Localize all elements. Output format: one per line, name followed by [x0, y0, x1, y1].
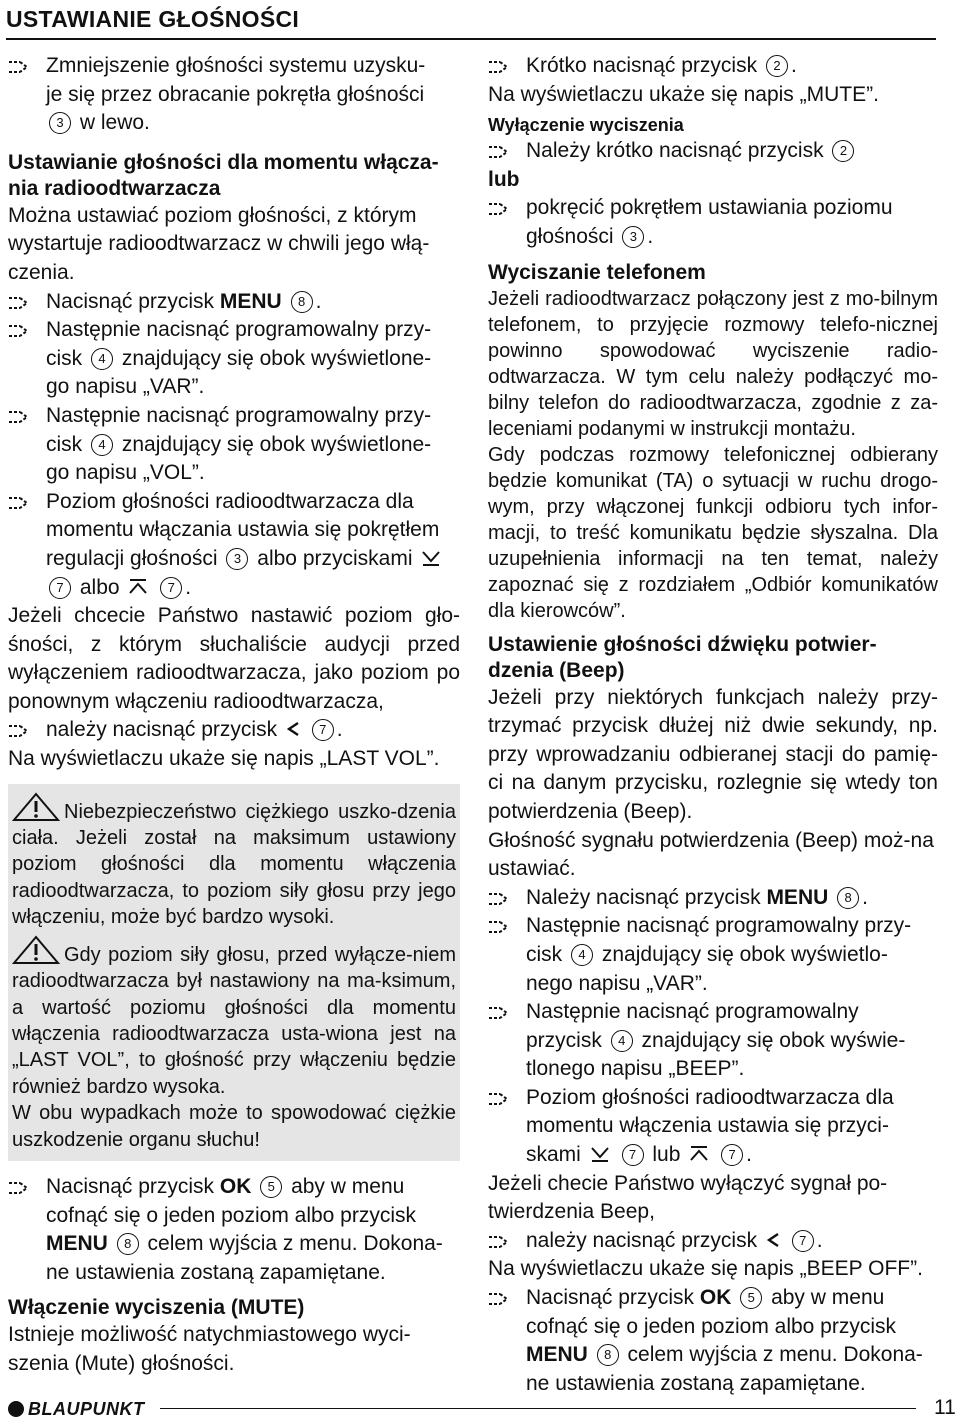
down-button-icon — [421, 549, 441, 567]
step-vol: Następnie nacisnąć programowalny przy- cisk 4 znajdujący się obok wyświetlone- go napisu „VOL”. — [8, 402, 460, 488]
step-beep-level: Poziom głośności radioodtwarzacza dla momentu włączenia ustawia się przyci- skami 7 lub 7 . — [488, 1084, 938, 1170]
step-unmute: Należy krótko nacisnąć przycisk 2 — [488, 137, 938, 166]
page-title: USTAWIANIE GŁOŚNOŚCI — [6, 6, 300, 32]
warning-text-1: Niebezpieczeństwo ciężkiego uszko-dzenia ciała. Jeżeli został na maksimum ustawiony poziom głośności dla momentu włączenia radioodtwarzacza, to poziom siły głosu przy jego włączeniu, może być bardzo wysoki. — [12, 800, 456, 929]
softkey-ref: 4 — [571, 944, 593, 966]
logo-dot-icon — [8, 1401, 24, 1417]
softkey-ref: 4 — [611, 1030, 633, 1052]
volume-knob-ref: 3 — [49, 112, 71, 134]
arrow-button-ref: 7 — [312, 719, 334, 741]
beep-text-2: Głośność sygnału potwierdzenia (Beep) moż-na ustawiać. — [488, 828, 934, 881]
warning-text-2: Gdy poziom siły głosu, przed wyłącze-niem radioodtwarzacza był nastawiony na ma-ksimum, a wartość poziomu głośności dla momentu włączenia radioodtwarzacza usta-wiona jest na „LAST VOL”, to głośność przy włączeniu będzie również bardzo wysoka. — [12, 943, 456, 1098]
or-label: lub — [488, 167, 520, 191]
last-vol-text: Jeżeli chcecie Państwo nastawić poziom gło-śności, z którym słuchaliście audycji przed wyłączeniem radioodtwarzacza, jako poziom po ponownym włączeniu radioodtwarzacza, — [8, 604, 460, 713]
mute-button-ref: 2 — [766, 55, 788, 77]
phone-text-1: Jeżeli radioodtwarzacz połączony jest z mo-bilnym telefonem, to przyjęcie rozmowy telefo-nicznej powinno spowodować wyciszenie radio-odtwarzacza. W tym celu należy podłączyć mo-bilny telefon do radioodtwarzacza, zgodnie z za-leceniami podanymi w instrukcji montażu. — [488, 287, 938, 440]
step-arrow-icon — [8, 324, 30, 338]
heading-mute: Włączenie wyciszenia (MUTE) — [8, 1296, 305, 1320]
step-press-menu: Nacisnąć przycisk MENU 8 . — [8, 288, 460, 317]
step-var: Następnie nacisnąć programowalny przy- cisk 4 znajdujący się obok wyświetlone- go napisu „VAR”. — [8, 316, 460, 402]
step-beep: Następnie nacisnąć programowalny przycisk 4 znajdujący się obok wyświe- tlonego napisu „BEEP”. — [488, 998, 938, 1084]
step-arrow-icon — [488, 145, 510, 159]
step-arrow-icon — [8, 1181, 30, 1195]
up-button-icon — [689, 1145, 709, 1163]
step-beep-off: należy nacisnąć przycisk 7 . — [488, 1227, 938, 1256]
step-arrow-icon — [488, 920, 510, 934]
mute-text: Istnieje możliwość natychmiastowego wyci-szenia (Mute) głośności. — [8, 1323, 411, 1375]
up-button-icon — [128, 578, 148, 596]
warning-triangle-icon — [12, 935, 64, 965]
step-press-menu-right: Należy nacisnąć przycisk MENU 8 . — [488, 884, 938, 913]
beep-text-1: Jeżeli przy niektórych funkcjach należy przy-trzymać przycisk dłużej niż dwie sekundy, np. przy wprowadzaniu odbieranej stacji do pamię-ci na danym przycisku, rozlegnie się wtedy ton potwierdzenia (Beep). — [488, 685, 938, 823]
step-arrow-icon — [488, 202, 510, 216]
ok-button-ref: 5 — [740, 1287, 762, 1309]
step-arrow-icon — [488, 892, 510, 906]
step-arrow-icon — [8, 496, 30, 510]
page-number: 11 — [934, 1396, 956, 1419]
menu-button-ref: 8 — [597, 1344, 619, 1366]
arrow-button-ref: 7 — [792, 1230, 814, 1252]
display-mute: Na wyświetlaczu ukaże się napis „MUTE”. — [488, 82, 879, 106]
volume-knob-ref: 3 — [226, 548, 248, 570]
phone-text-2: Gdy podczas rozmowy telefonicznej odbierany będzie komunikat (TA) o sytuacji w ruchu drogo-wym, przy włączonej funkcji odbioru tych infor-macji, to treść komunikatu będzie słyszalna. Dla uzupełnienia informacji na ten temat, należy zapoznać się z rozdziałem „Odbiór komunikatów dla kierowców”. — [488, 443, 938, 622]
arrow-button-ref: 7 — [160, 577, 182, 599]
step-ok-right: Nacisnąć przycisk OK 5 aby w menu cofnąć się o jeden poziom albo przycisk MENU 8 celem wyjścia z menu. Dokona-ne ustawienia zostaną zapamiętane. — [488, 1284, 938, 1398]
heading-phone-mute: Wyciszanie telefonem — [488, 260, 706, 284]
right-column — [488, 52, 938, 1398]
step-turn-knob: pokręcić pokrętłem ustawiania poziomu głośności 3 . — [488, 194, 938, 251]
volume-knob-ref: 3 — [622, 226, 644, 248]
step-arrow-icon — [8, 410, 30, 424]
step-arrow-icon — [8, 60, 30, 74]
step-arrow-icon — [488, 60, 510, 74]
arrow-button-ref: 7 — [622, 1144, 644, 1166]
warning-box — [8, 784, 460, 1161]
ok-button-ref: 5 — [260, 1176, 282, 1198]
brand-logo — [8, 1398, 145, 1420]
mute-button-ref: 2 — [832, 140, 854, 162]
arrow-button-ref: 7 — [49, 577, 71, 599]
step-var-right: Następnie nacisnąć programowalny przy- cisk 4 znajdujący się obok wyświetlo- nego napisu „VAR”. — [488, 912, 938, 998]
step-arrow-icon — [8, 724, 30, 738]
beep-off-text: Jeżeli checie Państwo wyłączyć sygnał po-twierdzenia Beep, — [488, 1171, 888, 1224]
page-header — [6, 2, 936, 40]
step-short-press: Krótko nacisnąć przycisk 2 . — [488, 52, 938, 81]
step-arrow-icon — [488, 1292, 510, 1306]
heading-unmute: Wyłączenie wyciszenia — [488, 115, 684, 136]
menu-button-ref: 8 — [291, 291, 313, 313]
step-arrow-icon — [488, 1092, 510, 1106]
startup-text: Można ustawiać poziom głośności, z którym wystartuje radioodtwarzacz w chwili jego włą-czenia. — [8, 203, 430, 284]
step-startup-level: Poziom głośności radioodtwarzacza dla momentu włączania ustawia się pokrętłem regulacji głośności 3 albo przyciskami 7 albo 7 . — [8, 488, 460, 602]
brand-name: BLAUPUNKT — [28, 1398, 145, 1419]
menu-button-ref: 8 — [117, 1233, 139, 1255]
warning-text-3: W obu wypadkach może to spowodować ciężkie uszkodzenie organu słuchu! — [12, 1102, 456, 1151]
left-button-icon — [286, 720, 300, 738]
footer-rule — [160, 1408, 916, 1409]
softkey-ref: 4 — [91, 348, 113, 370]
step-arrow-icon — [8, 296, 30, 310]
display-beep-off: Na wyświetlaczu ukaże się napis „BEEP OFF”. — [488, 1257, 923, 1281]
left-column — [8, 52, 460, 1379]
down-button-icon — [590, 1145, 610, 1163]
heading-beep: Ustawienie głośności dźwięku potwier-dzenia (Beep) — [488, 632, 877, 682]
step-ok-left: Nacisnąć przycisk OK 5 aby w menu cofnąć się o jeden poziom albo przycisk MENU 8 celem wyjścia z menu. Dokona-ne ustawienia zostaną zapamiętane. — [8, 1173, 460, 1287]
arrow-button-ref: 7 — [721, 1144, 743, 1166]
left-button-icon — [766, 1231, 780, 1249]
step-arrow-icon — [488, 1235, 510, 1249]
step-volume-down: Zmniejszenie głośności systemu uzysku- je się przez obracanie pokrętła głośności 3 w lewo. — [8, 52, 460, 138]
step-arrow-icon — [488, 1006, 510, 1020]
softkey-ref: 4 — [91, 434, 113, 456]
warning-triangle-icon — [12, 792, 64, 822]
heading-startup-volume: Ustawianie głośności dla momentu włącza-nia radioodtwarzacza — [8, 150, 439, 200]
menu-button-ref: 8 — [837, 887, 859, 909]
step-last-vol: należy nacisnąć przycisk 7 . — [8, 716, 460, 745]
display-last-vol: Na wyświetlaczu ukaże się napis „LAST VOL”. — [8, 747, 440, 771]
